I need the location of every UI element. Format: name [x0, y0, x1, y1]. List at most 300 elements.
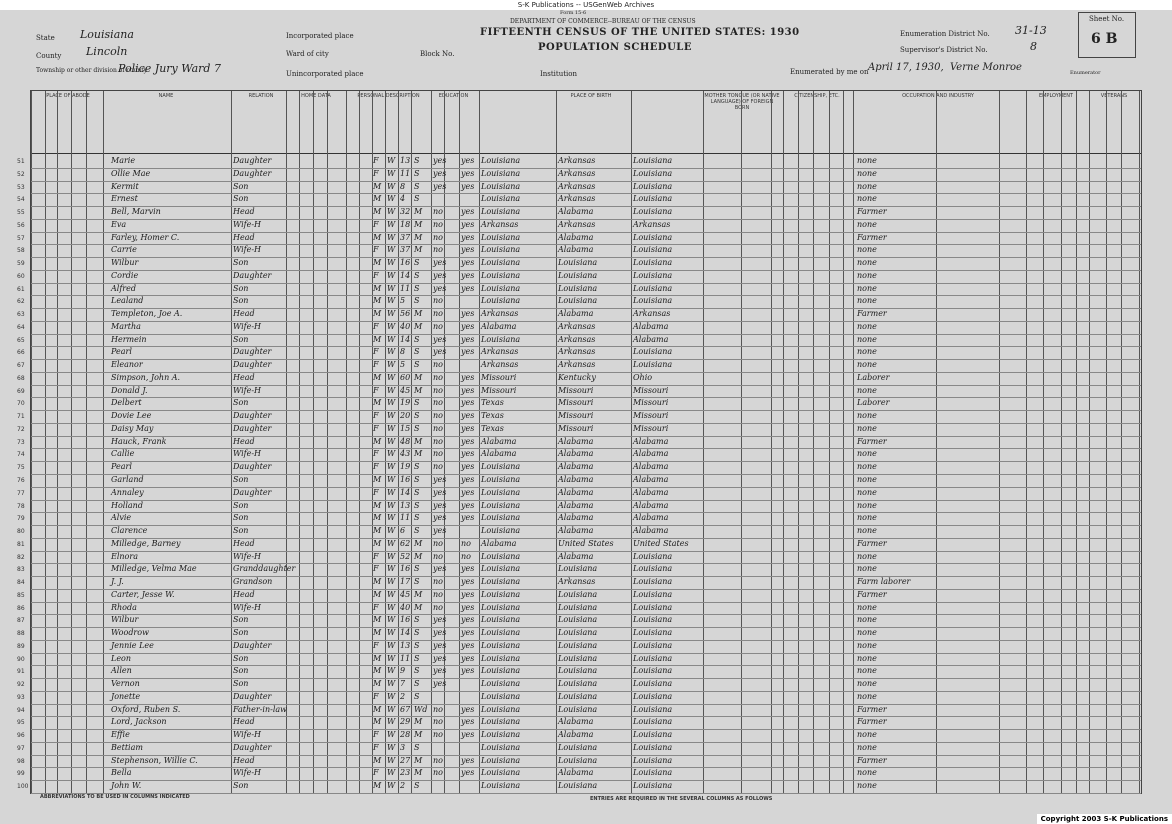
cell-occ: none	[857, 194, 877, 204]
cell-fpob: Louisiana	[558, 755, 598, 765]
cell-occ: none	[857, 730, 877, 740]
column-line	[1026, 91, 1027, 793]
cell-fpob: Alabama	[558, 730, 594, 740]
cell-race: W	[387, 449, 396, 459]
cell-pob: Louisiana	[481, 270, 521, 280]
cell-ms: S	[414, 168, 420, 178]
cell-name: Milledge, Barney	[111, 538, 181, 548]
cell-rel: Son	[233, 283, 249, 293]
column-line	[479, 91, 480, 793]
cell-rel: Wife-H	[233, 321, 262, 331]
cell-sch: yes	[433, 283, 447, 293]
cell-race: W	[387, 666, 396, 676]
cell-fpob: Louisiana	[558, 615, 598, 625]
cell-pob: Louisiana	[481, 181, 521, 191]
cell-mpob: Missouri	[633, 411, 669, 421]
cell-mpob: Alabama	[633, 487, 669, 497]
relation-header: RELATION	[248, 93, 274, 99]
cell-pob: Arkansas	[481, 360, 519, 370]
cell-rel: Son	[233, 398, 249, 408]
cell-fpob: Arkansas	[558, 156, 596, 165]
cell-fpob: United States	[558, 538, 614, 548]
column-line	[703, 91, 704, 793]
cell-lit: yes	[461, 347, 475, 357]
cell-ms: S	[414, 181, 420, 191]
cell-fpob: Alabama	[558, 309, 594, 319]
schedule-title: POPULATION SCHEDULE	[538, 42, 692, 53]
cell-age: 13	[400, 156, 411, 165]
top-banner: S-K Publications -- USGenWeb Archives	[0, 0, 1172, 10]
cell-age: 20	[400, 411, 411, 421]
cell-fpob: Arkansas	[558, 168, 596, 178]
cell-name: Daisy May	[111, 423, 154, 433]
cell-sex: M	[373, 615, 382, 625]
cell-ms: S	[414, 513, 420, 523]
cell-rel: Son	[233, 258, 249, 268]
cell-name: Lord, Jackson	[111, 717, 167, 727]
cell-fpob: Missouri	[558, 423, 594, 433]
cell-lit: yes	[461, 640, 475, 650]
cell-sch: no	[433, 462, 443, 472]
cell-ms: S	[414, 564, 420, 574]
row-number: 82	[17, 553, 25, 561]
cell-sex: F	[373, 487, 379, 497]
column-line	[86, 91, 87, 793]
cell-race: W	[387, 577, 396, 587]
cell-rel: Son	[233, 181, 249, 191]
cell-age: 13	[400, 500, 411, 510]
row-number: 89	[17, 642, 25, 650]
cell-sch: yes	[433, 666, 447, 676]
cell-occ: none	[857, 768, 877, 778]
cell-rel: Son	[233, 526, 249, 536]
row-number: 73	[17, 438, 25, 446]
cell-name: Lealand	[111, 296, 144, 306]
cell-name: Jennie Lee	[111, 640, 154, 650]
cell-ms: S	[414, 398, 420, 408]
cell-sch: no	[433, 602, 443, 612]
cell-ms: S	[414, 360, 420, 370]
cell-race: W	[387, 653, 396, 663]
cell-mpob: Louisiana	[633, 679, 673, 689]
cell-occ: Farmer	[857, 755, 887, 765]
cell-mpob: Louisiana	[633, 628, 673, 638]
row-number: 51	[17, 158, 25, 165]
footer	[30, 792, 1140, 818]
row-number: 85	[17, 591, 25, 599]
cell-race: W	[387, 475, 396, 484]
cell-pob: Texas	[481, 423, 504, 433]
cell-age: 9	[400, 666, 406, 676]
cell-name: Eleanor	[111, 360, 143, 370]
cell-sch: yes	[433, 679, 447, 689]
cell-name: Marie	[111, 156, 136, 165]
cell-ms: S	[414, 666, 420, 676]
cell-race: W	[387, 219, 396, 229]
cell-rel: Wife-H	[233, 385, 262, 395]
cell-lit: yes	[461, 156, 475, 165]
cell-name: Kermit	[111, 181, 139, 191]
cell-rel: Head	[233, 372, 255, 382]
cell-rel: Head	[233, 755, 255, 765]
row-number: 64	[17, 323, 25, 331]
cell-race: W	[387, 270, 396, 280]
cell-sex: M	[373, 679, 382, 689]
cell-pob: Louisiana	[481, 781, 521, 791]
cell-pob: Louisiana	[481, 666, 521, 676]
cell-sch: no	[433, 296, 443, 306]
cell-ms: M	[414, 589, 423, 599]
cell-ms: S	[414, 742, 420, 752]
cell-sex: M	[373, 781, 382, 791]
cell-sex: F	[373, 156, 379, 165]
cell-sex: M	[373, 283, 382, 293]
cell-fpob: Alabama	[558, 449, 594, 459]
cell-race: W	[387, 640, 396, 650]
cell-rel: Daughter	[233, 742, 272, 752]
cell-occ: none	[857, 640, 877, 650]
cell-sch: yes	[433, 615, 447, 625]
cell-race: W	[387, 385, 396, 395]
cell-rel: Son	[233, 615, 249, 625]
cell-lit: yes	[461, 462, 475, 472]
cell-age: 45	[400, 589, 411, 599]
cell-fpob: Arkansas	[558, 181, 596, 191]
cell-sex: M	[373, 538, 382, 548]
cell-occ: none	[857, 181, 877, 191]
cell-name: Alvie	[111, 513, 132, 523]
row-number: 62	[17, 298, 25, 306]
row-number: 69	[17, 387, 25, 395]
cell-pob: Louisiana	[481, 258, 521, 268]
cell-pob: Louisiana	[481, 156, 521, 165]
column-line	[31, 91, 32, 793]
cell-rel: Son	[233, 500, 249, 510]
cell-age: 11	[400, 653, 411, 663]
cell-mpob: Louisiana	[633, 347, 673, 357]
cell-rel: Son	[233, 781, 249, 791]
cell-lit: yes	[461, 717, 475, 727]
cell-sch: no	[433, 551, 443, 561]
cell-sex: F	[373, 602, 379, 612]
cell-race: W	[387, 589, 396, 599]
cell-occ: none	[857, 156, 877, 165]
cell-lit: yes	[461, 475, 475, 484]
cell-age: 8	[400, 347, 406, 357]
cell-pob: Texas	[481, 398, 504, 408]
cell-sch: no	[433, 423, 443, 433]
cell-sex: M	[373, 309, 382, 319]
cell-lit: yes	[461, 245, 475, 255]
personal-header: PERSONAL DESCRIPTION	[357, 93, 420, 99]
cell-lit: yes	[461, 730, 475, 740]
cell-mpob: Louisiana	[633, 283, 673, 293]
cell-rel: Daughter	[233, 487, 272, 497]
occupation-header: OCCUPATION AND INDUSTRY	[902, 93, 974, 99]
cell-sch: no	[433, 436, 443, 446]
cell-sex: M	[373, 526, 382, 536]
cell-race: W	[387, 500, 396, 510]
cell-mpob: Louisiana	[633, 755, 673, 765]
cell-pob: Louisiana	[481, 742, 521, 752]
cell-ms: S	[414, 270, 420, 280]
row-number: 86	[17, 604, 25, 612]
cell-occ: none	[857, 551, 877, 561]
cell-ms: S	[414, 691, 420, 701]
cell-occ: Farm laborer	[857, 577, 911, 587]
column-line	[631, 91, 632, 793]
cell-pob: Arkansas	[481, 347, 519, 357]
cell-sex: M	[373, 666, 382, 676]
cell-sch: yes	[433, 628, 447, 638]
cell-occ: none	[857, 258, 877, 268]
cell-ms: S	[414, 283, 420, 293]
row-number: 83	[17, 566, 25, 574]
cell-ms: M	[414, 768, 423, 778]
cell-race: W	[387, 334, 396, 344]
column-line	[57, 91, 58, 793]
cell-ms: M	[414, 717, 423, 727]
cell-sch: yes	[433, 270, 447, 280]
cell-ms: S	[414, 156, 420, 165]
cell-name: John W.	[111, 781, 142, 791]
row-number: 56	[17, 221, 25, 229]
cell-rel: Son	[233, 679, 249, 689]
cell-occ: none	[857, 679, 877, 689]
cell-race: W	[387, 526, 396, 536]
cell-lit: yes	[461, 513, 475, 523]
cell-race: W	[387, 156, 396, 165]
cell-age: 60	[400, 372, 411, 382]
tongue-header: MOTHER TONGUE (OR NATIVE LANGUAGE) OF FOREIGN BORN	[704, 93, 780, 111]
cell-occ: Farmer	[857, 232, 887, 242]
cell-occ: none	[857, 283, 877, 293]
cell-race: W	[387, 181, 396, 191]
cell-sex: F	[373, 691, 379, 701]
cell-sex: M	[373, 755, 382, 765]
row-number: 55	[17, 209, 25, 217]
cell-race: W	[387, 717, 396, 727]
cell-age: 19	[400, 462, 411, 472]
cell-pob: Arkansas	[481, 219, 519, 229]
cell-occ: none	[857, 691, 877, 701]
cell-occ: none	[857, 666, 877, 676]
unincorporated-label: Unincorporated place	[286, 70, 364, 78]
column-line	[459, 91, 460, 793]
cell-rel: Wife-H	[233, 449, 262, 459]
cell-ms: S	[414, 526, 420, 536]
cell-lit: yes	[461, 449, 475, 459]
cell-fpob: Louisiana	[558, 640, 598, 650]
township-label: Township or other division of county	[36, 67, 148, 74]
cell-pob: Louisiana	[481, 283, 521, 293]
row-number: 54	[17, 196, 25, 204]
row-number: 65	[17, 336, 25, 344]
row-number: 59	[17, 260, 25, 268]
birth-header: PLACE OF BIRTH	[570, 93, 612, 99]
cell-name: Pearl	[111, 462, 132, 472]
name-header: NAME	[158, 93, 174, 99]
cell-mpob: Louisiana	[633, 270, 673, 280]
row-number: 92	[17, 681, 25, 689]
column-line	[385, 91, 386, 793]
cell-name: Oxford, Ruben S.	[111, 704, 181, 714]
cell-pob: Louisiana	[481, 564, 521, 574]
sheet-value: 6 B	[1091, 31, 1118, 47]
cell-age: 45	[400, 385, 411, 395]
cell-pob: Arkansas	[481, 309, 519, 319]
cell-ms: S	[414, 411, 420, 421]
cell-sex: F	[373, 640, 379, 650]
cell-mpob: Louisiana	[633, 232, 673, 242]
cell-mpob: Arkansas	[633, 219, 671, 229]
cell-age: 11	[400, 168, 411, 178]
cell-sex: M	[373, 589, 382, 599]
cell-ms: S	[414, 462, 420, 472]
cell-occ: Farmer	[857, 309, 887, 319]
column-line	[741, 91, 742, 793]
cell-occ: none	[857, 615, 877, 625]
cell-occ: none	[857, 270, 877, 280]
cell-pob: Louisiana	[481, 717, 521, 727]
cell-sex: F	[373, 360, 379, 370]
cell-lit: yes	[461, 436, 475, 446]
column-line	[771, 91, 772, 793]
cell-fpob: Alabama	[558, 475, 594, 484]
cell-rel: Wife-H	[233, 768, 262, 778]
cell-fpob: Alabama	[558, 768, 594, 778]
cell-race: W	[387, 487, 396, 497]
cell-occ: Farmer	[857, 436, 887, 446]
cell-rel: Head	[233, 232, 255, 242]
row-number: 58	[17, 247, 25, 255]
cell-rel: Head	[233, 207, 255, 217]
township-value: Police Jury Ward 7	[118, 62, 221, 75]
cell-fpob: Louisiana	[558, 653, 598, 663]
cell-mpob: Louisiana	[633, 564, 673, 574]
column-line	[359, 91, 360, 793]
cell-age: 3	[400, 742, 406, 752]
cell-rel: Wife-H	[233, 551, 262, 561]
cell-race: W	[387, 168, 396, 178]
cell-name: Carter, Jesse W.	[111, 589, 175, 599]
cell-occ: none	[857, 347, 877, 357]
column-line	[327, 91, 328, 793]
cell-mpob: Louisiana	[633, 602, 673, 612]
cell-occ: none	[857, 334, 877, 344]
cell-fpob: Alabama	[558, 232, 594, 242]
column-line	[286, 91, 287, 793]
census-title: FIFTEENTH CENSUS OF THE UNITED STATES: 1930	[480, 27, 800, 38]
cell-sch: yes	[433, 653, 447, 663]
cell-pob: Alabama	[481, 449, 517, 459]
column-line	[1139, 91, 1140, 793]
column-line	[1076, 91, 1077, 793]
cell-name: Donald J.	[111, 385, 148, 395]
cell-sch: no	[433, 385, 443, 395]
row-number: 61	[17, 285, 25, 293]
cell-mpob: Louisiana	[633, 194, 673, 204]
cell-sch: yes	[433, 487, 447, 497]
cell-pob: Louisiana	[481, 194, 521, 204]
cell-race: W	[387, 615, 396, 625]
cell-age: 4	[400, 194, 406, 204]
cell-fpob: Missouri	[558, 411, 594, 421]
cell-fpob: Arkansas	[558, 360, 596, 370]
cell-age: 28	[400, 730, 411, 740]
cell-sex: F	[373, 347, 379, 357]
cell-ms: S	[414, 500, 420, 510]
cell-race: W	[387, 513, 396, 523]
home-header: HOME DATA	[301, 93, 331, 99]
cell-lit: yes	[461, 589, 475, 599]
cell-rel: Son	[233, 628, 249, 638]
row-number: 93	[17, 693, 25, 701]
cell-mpob: Missouri	[633, 423, 669, 433]
row-number: 81	[17, 540, 25, 548]
cell-pob: Alabama	[481, 538, 517, 548]
cell-name: Vernon	[111, 679, 140, 689]
row-number: 88	[17, 630, 25, 638]
cell-mpob: Louisiana	[633, 691, 673, 701]
cell-occ: none	[857, 653, 877, 663]
cell-fpob: Louisiana	[558, 781, 598, 791]
department: DEPARTMENT OF COMMERCE--BUREAU OF THE CENSUS	[510, 18, 696, 25]
cell-sex: F	[373, 219, 379, 229]
cell-sch: yes	[433, 181, 447, 191]
form-number: Form 15-6	[560, 10, 587, 16]
row-number: 87	[17, 617, 25, 625]
cell-mpob: Louisiana	[633, 768, 673, 778]
cell-fpob: Louisiana	[558, 679, 598, 689]
cell-fpob: Alabama	[558, 513, 594, 523]
cell-rel: Daughter	[233, 691, 272, 701]
column-line	[783, 91, 784, 793]
cell-sch: no	[433, 372, 443, 382]
cell-lit: yes	[461, 628, 475, 638]
cell-race: W	[387, 411, 396, 421]
cell-sch: yes	[433, 475, 447, 484]
cell-pob: Louisiana	[481, 551, 521, 561]
cell-occ: none	[857, 487, 877, 497]
row-number: 100	[17, 783, 29, 791]
county-value: Lincoln	[86, 45, 128, 58]
cell-occ: none	[857, 500, 877, 510]
cell-age: 27	[400, 755, 411, 765]
cell-rel: Daughter	[233, 423, 272, 433]
cell-fpob: Louisiana	[558, 258, 598, 268]
cell-mpob: Louisiana	[633, 717, 673, 727]
cell-lit: yes	[461, 704, 475, 714]
cell-sex: F	[373, 564, 379, 574]
cell-sch: no	[433, 755, 443, 765]
cell-name: Stephenson, Willie C.	[111, 755, 198, 765]
cell-sex: M	[373, 513, 382, 523]
cell-ms: M	[414, 730, 423, 740]
cell-name: Wilbur	[111, 615, 139, 625]
cell-name: Carrie	[111, 245, 137, 255]
cell-sch: no	[433, 398, 443, 408]
cell-race: W	[387, 258, 396, 268]
cell-pob: Louisiana	[481, 730, 521, 740]
cell-lit: yes	[461, 385, 475, 395]
cell-sex: F	[373, 742, 379, 752]
cell-ms: S	[414, 334, 420, 344]
enum-district-value: 31-13	[1015, 24, 1047, 37]
state-value: Louisiana	[80, 28, 134, 41]
enumerated-label: Enumerated by me on	[790, 68, 869, 76]
cell-race: W	[387, 296, 396, 306]
